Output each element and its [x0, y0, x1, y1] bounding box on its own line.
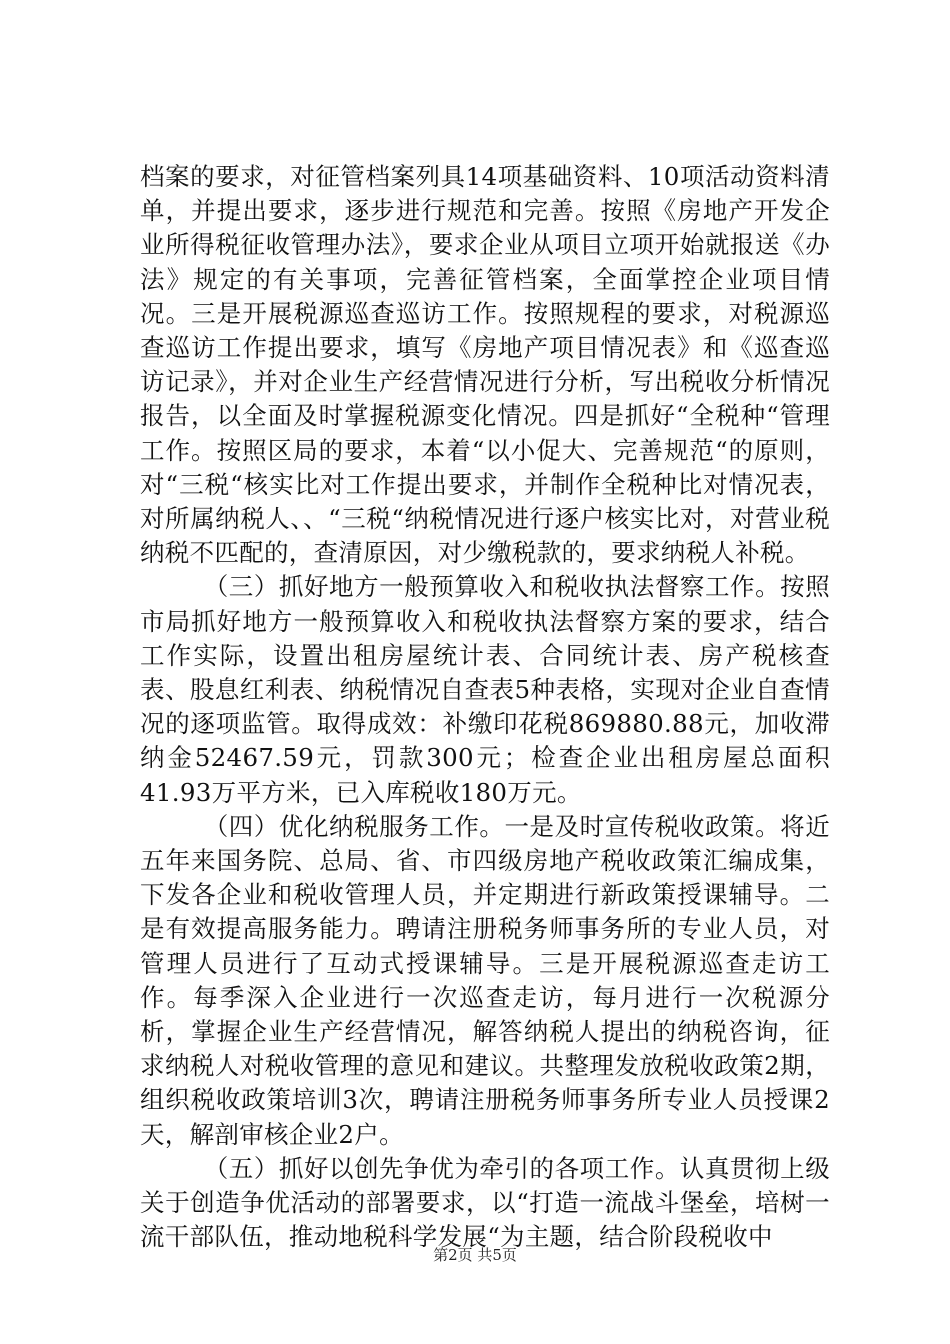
paragraph-3: （四）优化纳税服务工作。一是及时宣传税收政策。将近五年来国务院、总局、省、市四级房地产税收政策汇编成集，下发各企业和税收管理人员，并定期进行新政策授课辅导。二是有效提高服务能力。聘请注册税务师事务所的专业人员，对管理人员进行了互动式授课辅导。三是开展税源巡查走访工作。每季深入企业进行一次巡查走访，每月进行一次税源分析，掌握企业生产经营情况，解答纳税人提出的纳税咨询，征求纳税人对税收管理的意见和建议。共整理发放税收政策2期，组织税收政策培训3次，聘请注册税务师事务所专业人员授课2天，解剖审核企业2户。	[140, 811, 830, 1149]
body-text	[140, 160, 830, 1255]
page-footer: 第2页 共5页	[433, 1246, 517, 1264]
paragraph-1: 档案的要求，对征管档案列具14项基础资料、10项活动资料清单，并提出要求，逐步进行规范和完善。按照《房地产开发企业所得税征收管理办法》，要求企业从项目立项开始就报送《办法》规定的有关事项，完善征管档案，全面掌控企业项目情况。三是开展税源巡查巡访工作。按照规程的要求，对税源巡查巡访工作提出要求，填写《房地产项目情况表》和《巡查巡访记录》，并对企业生产经营情况进行分析，写出税收分析情况报告，以全面及时掌握税源变化情况。四是抓好“全税种“管理工作。按照区局的要求，本着“以小促大、完善规范“的原则，对“三税“核实比对工作提出要求，并制作全税种比对情况表，对所属纳税人、、“三税“纳税情况进行逐户核实比对，对营业税纳税不匹配的，查清原因，对少缴税款的，要求纳税人补税。	[140, 162, 830, 568]
paragraph-2: （三）抓好地方一般预算收入和税收执法督察工作。按照市局抓好地方一般预算收入和税收执法督察方案的要求，结合工作实际，设置出租房屋统计表、合同统计表、房产税核查表、股息红利表、纳税情况自查表5种表格，实现对企业自查情况的逐项监管。取得成效：补缴印花税869880.88元，加收滞纳金52467.59元，罚款300元；检查企业出租房屋总面积41.93万平方米，已入库税收180万元。	[140, 572, 830, 807]
paragraph-4: （五）抓好以创先争优为牵引的各项工作。认真贯彻上级关于创造争优活动的部署要求，以“打造一流战斗堡垒，培树一流干部队伍，推动地税科学发展“为主题，结合阶段税收中	[140, 1153, 830, 1252]
